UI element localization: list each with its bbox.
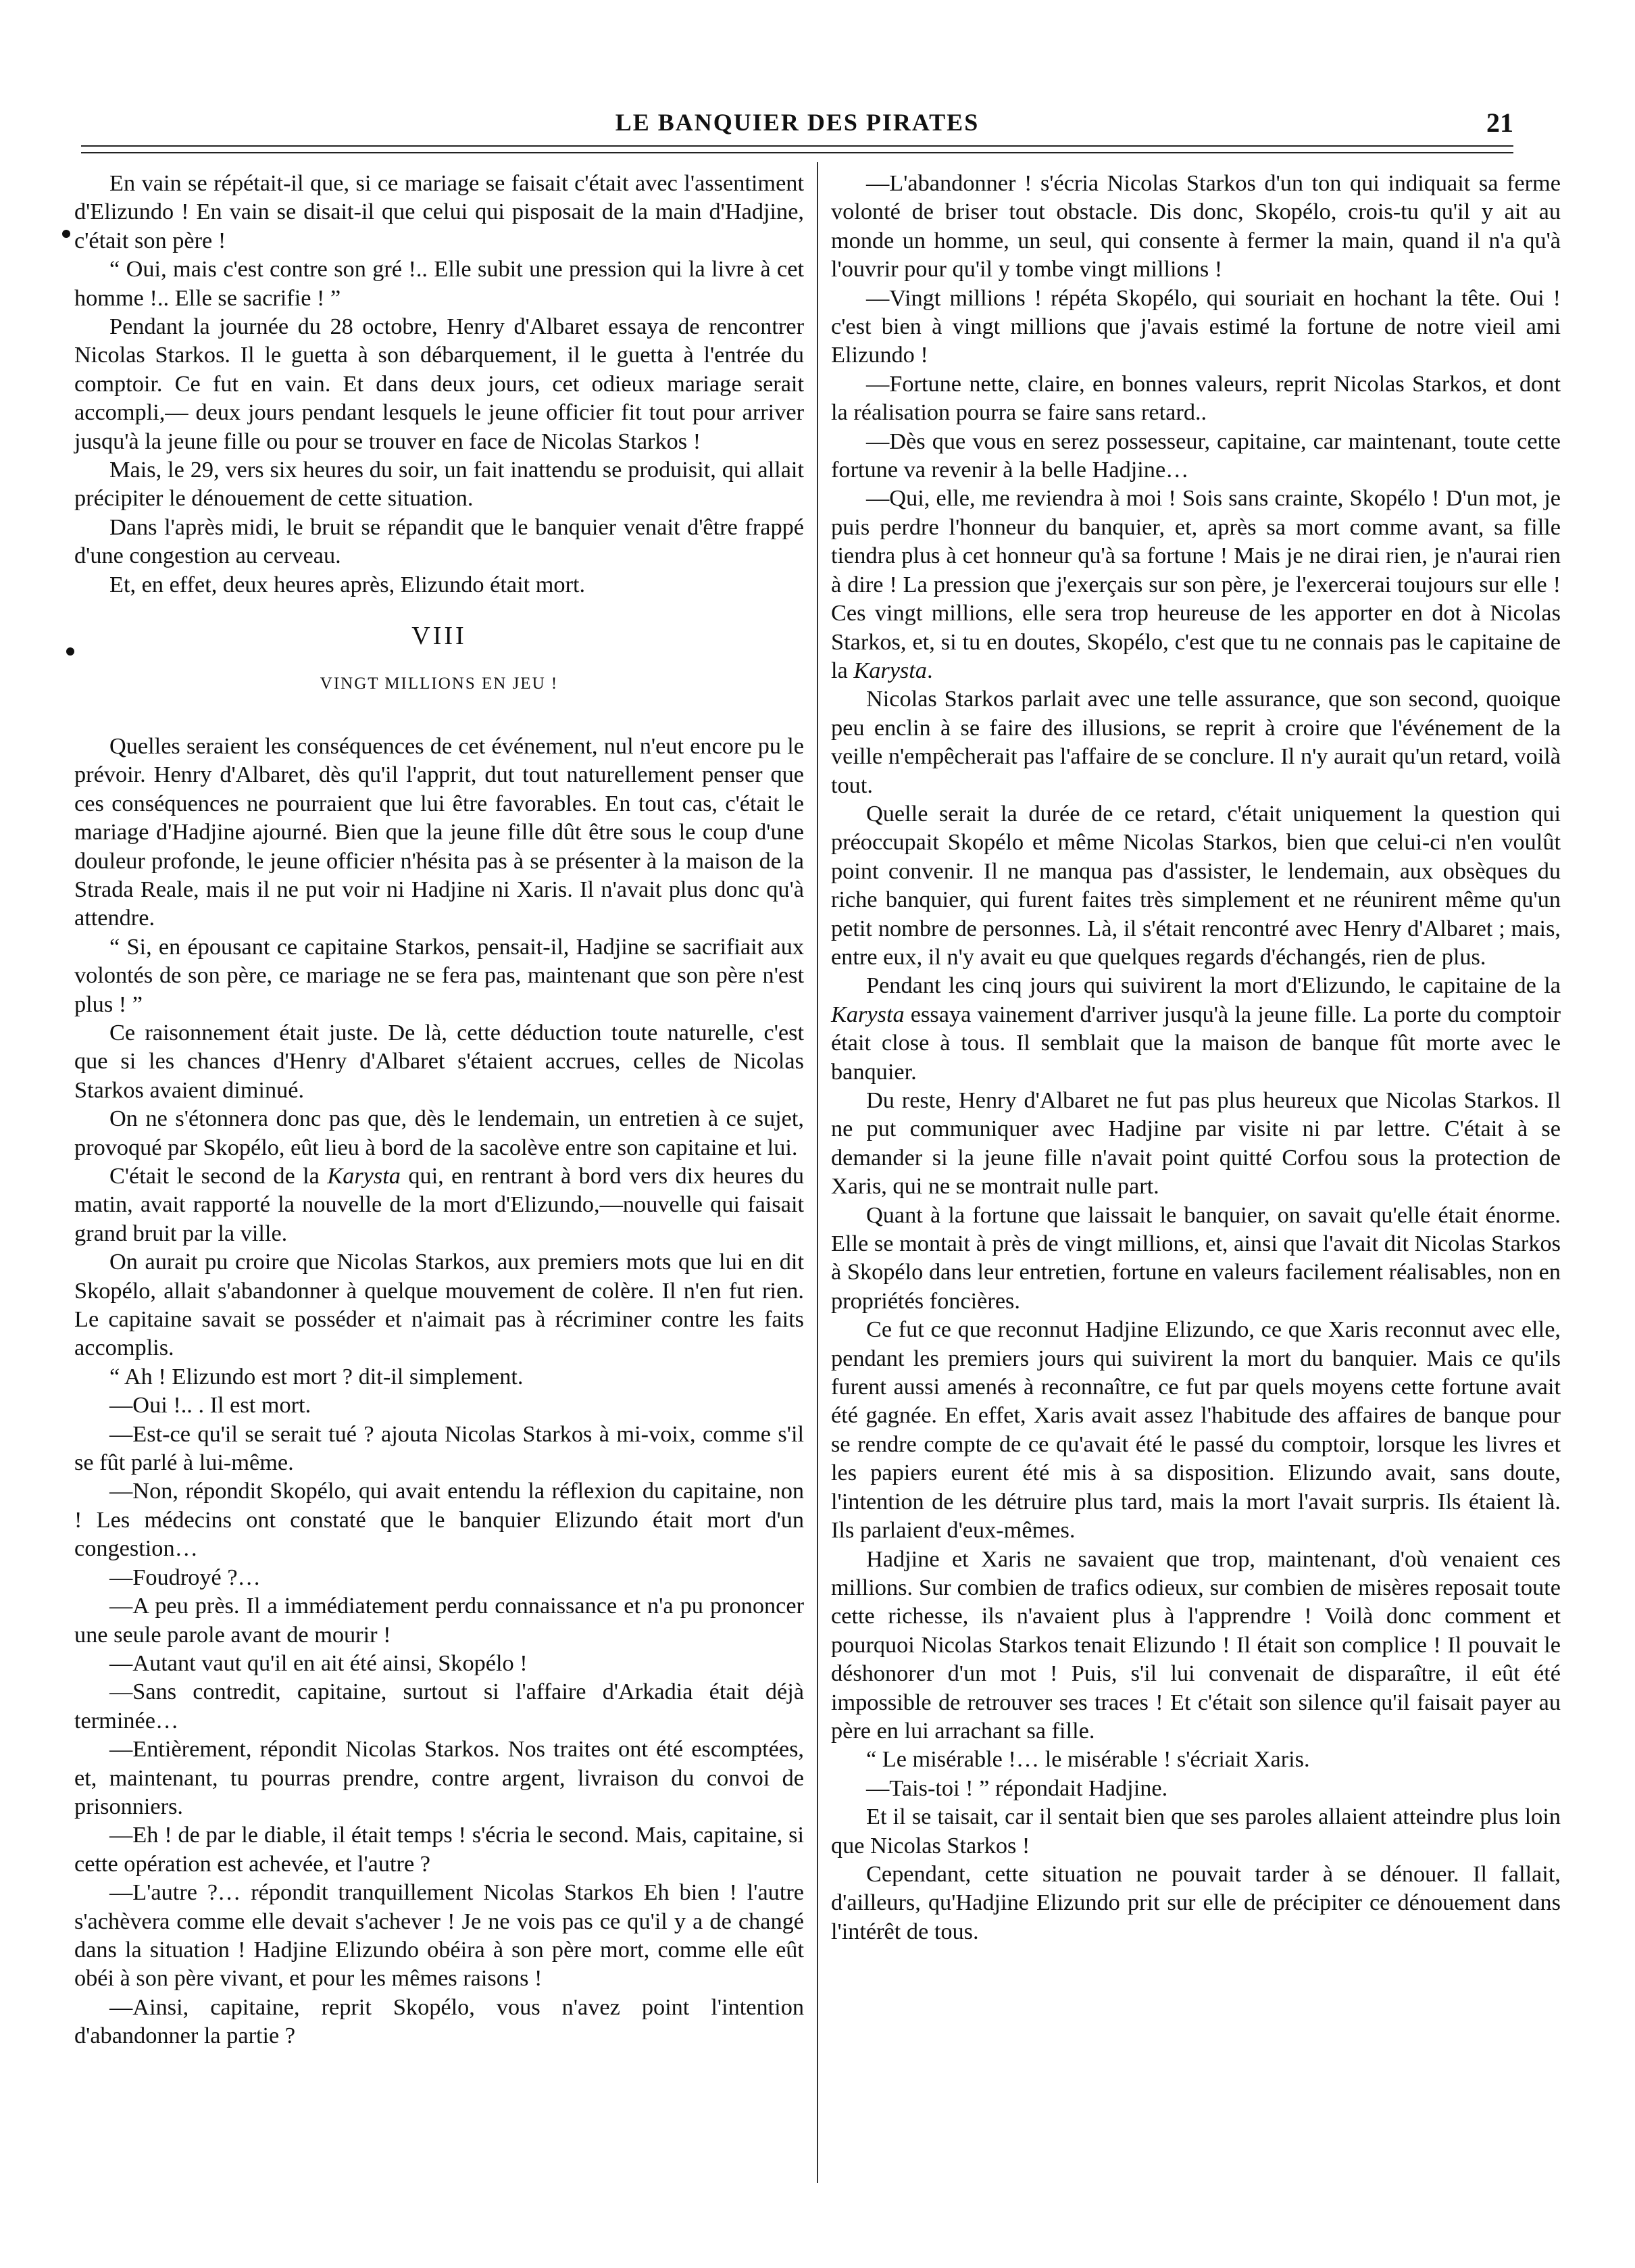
paragraph: Du reste, Henry d'Albaret ne fut pas plus heureux que Nicolas Starkos. Il ne put communiquer avec Hadjine par visite ni par lettre. C'était à se demander si la jeune fille n'avait point quitté Corfou sous la protection de Xaris, qui ne se montrait nulle part.	[831, 1087, 1561, 1200]
paragraph: “ Si, en épousant ce capitaine Starkos, pensait-il, Hadjine se sacrifiait aux volontés de son père, ce mariage ne se fera pas, maintenant que son père n'est plus ! ”	[74, 933, 804, 1017]
paragraph: Quant à la fortune que laissait le banquier, on savait qu'elle était énorme. Elle se montait à près de vingt millions, et, ainsi que l'avait dit Nicolas Starkos à Skopélo dans leur entretien, fortune en valeurs facilement réalisables, non en propriétés foncières.	[831, 1202, 1561, 1314]
ship-name: Karysta	[853, 657, 927, 683]
paragraph: —Autant vaut qu'il en ait été ainsi, Skopélo !	[109, 1650, 528, 1676]
paragraph: —Oui !.. . Il est mort.	[109, 1392, 311, 1419]
paragraph: Pendant la journée du 28 octobre, Henry d'Albaret essaya de rencontrer Nicolas Starkos. Il le guetta à son débarquement, il le guetta à l'entrée du comptoir. Ce fut en vain. Et dans deux jours, cet odieux mariage serait accompli,— deux jours pendant lesquels le jeune officier fit tout pour arriver jusqu'à la jeune fille ou pour se trouver en face de Nicolas Starkos !	[74, 314, 804, 454]
paragraph	[831, 484, 1561, 685]
paragraph: —L'autre ?… répondit tranquillement Nicolas Starkos Eh bien ! l'autre s'achèvera comme elle devait s'achever ! Je ne vois pas ce qu'il y a de changé dans la situation ! Hadjine Elizundo obéira à son père mort, comme elle eût obéi à son père vivant, et pour les mêmes raisons !	[74, 1879, 804, 1992]
paragraph: —Fortune nette, claire, en bonnes valeurs, reprit Nicolas Starkos, et dont la réalisation pourra se faire sans retard..	[831, 370, 1561, 426]
paragraph: —L'abandonner ! s'écria Nicolas Starkos d'un ton qui indiquait sa ferme volonté de briser tout obstacle. Dis donc, Skopélo, crois-tu qu'il y ait au monde un homme, un seul, qui consente à fermer la main, quand il n'a qu'à l'ouvrir pour qu'il y tombe vingt millions !	[831, 170, 1561, 282]
paragraph: —Est-ce qu'il se serait tué ? ajouta Nicolas Starkos à mi-voix, comme s'il se fût parlé à lui-même.	[74, 1421, 804, 1476]
left-column	[74, 169, 804, 2050]
paragraph: On ne s'étonnera donc pas que, dès le lendemain, un entretien à ce sujet, provoqué par Skopélo, eût lieu à bord de la sacolève entre son capitaine et lui.	[74, 1106, 804, 1160]
chapter-number: VIII	[411, 622, 467, 651]
paragraph: —A peu près. Il a immédiatement perdu connaissance et n'a pu prononcer une seule parole avant de mourir !	[74, 1593, 804, 1648]
paragraph: En vain se répétait-il que, si ce mariage se faisait c'était avec l'assentiment d'Elizundo ! En vain se disait-il que celui qui pisposait de la main d'Hadjine, c'était son père !	[74, 170, 804, 253]
margin-dot	[62, 230, 70, 238]
paragraph	[74, 1162, 804, 1248]
paragraph: Quelles seraient les conséquences de cet événement, nul n'eut encore pu le prévoir. Henry d'Albaret, dès qu'il l'apprit, dut tout naturellement penser que ces conséquences ne pourraient que lui être favorables. En tout cas, c'était le mariage d'Hadjine ajourné. Bien que la jeune fille dût être sous le coup d'une douleur profonde, le jeune officier n'hésita pas à se présenter à la maison de la Strada Reale, mais il ne put voir ni Hadjine ni Xaris. Il n'avait plus donc qu'à attendre.	[74, 733, 804, 931]
text-run: .	[926, 657, 933, 683]
paragraph: Et il se taisait, car il sentait bien que ses paroles allaient atteindre plus loin que Nicolas Starkos !	[831, 1804, 1561, 1858]
text-run: qui, en rentrant à bord vers dix heures du matin, avait rapporté la nouvelle de la mort d'Elizundo,—nouvelle qui faisait grand bruit par la ville.	[74, 1163, 804, 1246]
column-divider	[817, 162, 818, 2183]
paragraph: —Sans contredit, capitaine, surtout si l'affaire d'Arkadia était déjà terminée…	[74, 1679, 804, 1733]
paragraph: —Vingt millions ! répéta Skopélo, qui souriait en hochant la tête. Oui ! c'est bien à vingt millions que j'avais estimé la fortune de notre vieil ami Elizundo !	[831, 285, 1561, 368]
paragraph	[831, 971, 1561, 1086]
paragraph: —Dès que vous en serez possesseur, capitaine, car maintenant, toute cette fortune va revenir à la belle Hadjine…	[831, 428, 1561, 483]
ship-name: Karysta	[327, 1163, 401, 1189]
paragraph: Hadjine et Xaris ne savaient que trop, maintenant, d'où venaient ces millions. Sur combien de trafics odieux, sur combien de misères reposait toute cette richesse, ils n'avaient plus à l'apprendre ! Voilà donc comment et pourquoi Nicolas Starkos tenait Elizundo ! Il était son complice ! Il pouvait le déshonorer d'un mot ! Puis, s'il lui convenait de disparaître, il eût été impossible de retrouver ses traces ! Et c'était son silence qu'il faisait payer au père en lui arrachant sa fille.	[831, 1546, 1561, 1744]
paragraph: On aurait pu croire que Nicolas Starkos, aux premiers mots que lui en dit Skopélo, allait s'abandonner à quelque mouvement de colère. Il n'en fut rien. Le capitaine savait se posséder et n'aimait pas à récriminer contre les faits accomplis.	[74, 1249, 804, 1361]
text-run: —Qui, elle, me reviendra à moi ! Sois sans crainte, Skopélo ! D'un mot, je puis perdre l'honneur du banquier, et, après sa mort comme avant, sa fille tiendra plus à cet honneur qu'à sa fortune ! Mais je ne dirai rien, je n'aurai rien à dire ! La pression que j'exerçais sur son père, je l'exercerai toujours sur elle ! Ces vingt millions, elle sera trop heureuse de les apporter en dot à Nicolas Starkos, et, si tu en doutes, Skopélo, c'est que tu ne connais pas le capitaine de la	[831, 485, 1561, 683]
right-column	[831, 169, 1561, 1946]
paragraph: Mais, le 29, vers six heures du soir, un fait inattendu se produisit, qui allait précipiter le dénouement de cette situation.	[74, 457, 804, 512]
running-title: LE BANQUIER DES PIRATES	[615, 109, 980, 136]
paragraph: —Entièrement, répondit Nicolas Starkos. Nos traites ont été escomptées, et, maintenant, tu pourras prendre, contre argent, livraison du convoi de prisonniers.	[74, 1736, 804, 1819]
paragraph: Ce fut ce que reconnut Hadjine Elizundo, ce que Xaris reconnut avec elle, pendant les premiers jours qui suivirent la mort du banquier. Mais ce qu'ils furent aussi amenés à reconnaître, ce fut par quels moyens cette fortune avait été gagnée. En effet, Xaris avait assez l'habitude des affaires de banque pour se rendre compte de ce qu'avait été le passé du comptoir, lorsque les livres et les papiers eurent été mis à sa disposition. Elizundo avait, sans doute, l'intention de les détruire plus tard, mais la mort l'avait surpris. Ils étaient là. Ils parlaient d'eux-mêmes.	[831, 1316, 1561, 1544]
paragraph: —Eh ! de par le diable, il était temps ! s'écria le second. Mais, capitaine, si cette opération est achevée, et l'autre ?	[74, 1822, 804, 1877]
text-run: C'était le second de la	[109, 1163, 328, 1189]
paragraph: Et, en effet, deux heures après, Elizundo était mort.	[109, 571, 586, 597]
paragraph: “ Le misérable !… le misérable ! s'écriait Xaris.	[866, 1746, 1310, 1773]
text-run: Pendant les cinq jours qui suivirent la mort d'Elizundo, le capitaine de la	[866, 972, 1561, 999]
chapter-title: VINGT MILLIONS EN JEU !	[320, 674, 559, 693]
paragraph: —Foudroyé ?…	[109, 1564, 261, 1590]
paragraph: Nicolas Starkos parlait avec une telle assurance, que son second, quoique peu enclin à se faire des illusions, se reprit à croire que l'événement de la veille n'empêcherait pas l'affaire de se conclure. Il n'y aurait qu'un retard, voilà tout.	[831, 686, 1561, 798]
paragraph: —Ainsi, capitaine, reprit Skopélo, vous n'avez point l'intention d'abandonner la partie ?	[74, 1994, 804, 2049]
paragraph: Dans l'après midi, le bruit se répandit que le banquier venait d'être frappé d'une congestion au cerveau.	[74, 514, 804, 569]
margin-dot	[66, 647, 74, 656]
header-rule-top	[81, 145, 1513, 147]
text-run: essaya vainement d'arriver jusqu'à la jeune fille. La porte du comptoir était close à tous. Il semblait que la maison de banque fût morte avec le banquier.	[831, 1001, 1561, 1085]
paragraph: “ Oui, mais c'est contre son gré !.. Elle subit une pression qui la livre à cet homme !.. Elle se sacrifie ! ”	[74, 256, 804, 311]
paragraph: “ Ah ! Elizundo est mort ? dit-il simplement.	[109, 1363, 524, 1389]
paragraph: —Non, répondit Skopélo, qui avait entendu la réflexion du capitaine, non ! Les médecins ont constaté que le banquier Elizundo était mort d'un congestion…	[74, 1478, 804, 1562]
paragraph: Quelle serait la durée de ce retard, c'était uniquement la question qui préoccupait Skopélo et même Nicolas Starkos, bien que celui-ci n'en voulût point convenir. Il ne manqua pas d'assister, le lendemain, aux obsèques du riche banquier, qui furent faites très simplement et ne réunirent même qu'un petit nombre de personnes. Là, il s'était rencontré avec Henry d'Albaret ; mais, entre eux, il n'y avait eu que quelques regards d'échangés, rien de plus.	[831, 800, 1561, 970]
paragraph: Cependant, cette situation ne pouvait tarder à se dénouer. Il fallait, d'ailleurs, qu'Hadjine Elizundo prit sur elle de précipiter ce dénouement dans l'intérêt de tous.	[831, 1860, 1561, 1944]
ship-name: Karysta	[831, 1001, 905, 1027]
page-number: 21	[1486, 107, 1513, 138]
header-rule-bottom	[81, 152, 1513, 153]
paragraph: Ce raisonnement était juste. De là, cette déduction toute naturelle, c'est que si les chances d'Henry d'Albaret s'étaient accrues, celles de Nicolas Starkos avaient diminué.	[74, 1019, 804, 1103]
running-header	[81, 101, 1513, 142]
paragraph: —Tais-toi ! ” répondait Hadjine.	[866, 1775, 1168, 1801]
